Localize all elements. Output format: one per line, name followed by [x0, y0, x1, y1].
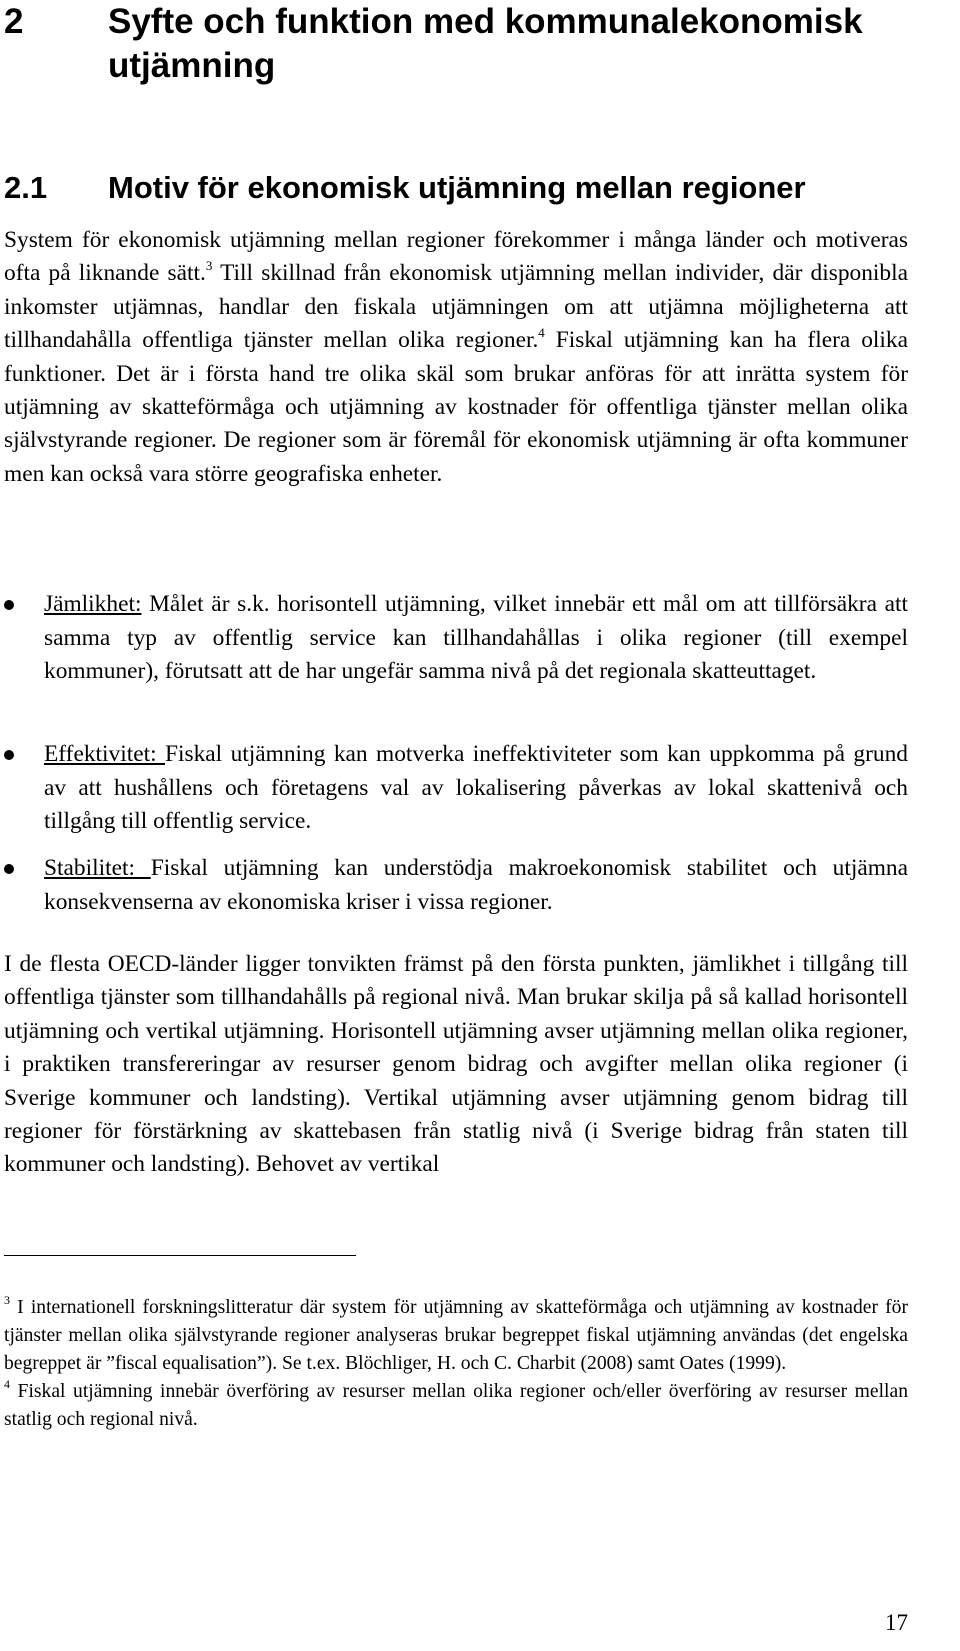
- footnote-number: 4: [4, 1377, 10, 1391]
- paragraph-oecd: I de flesta OECD-länder ligger tonvikten främst på den första punkten, jämlikhet i tillgång till offentliga tjänster som tillhandahålls på regional nivå. Man brukar skilja på så kallad horisontell utjämning och vertikal utjämning. Horisontell utjämning avser utjämning mellan olika regioner, i praktiken transfereringar av resurser genom bidrag och avgifter mellan olika regioner (i Sverige kommuner och landsting). Vertikal utjämning avser utjämning genom bidrag till regioner för förstärkning av skattebasen från statlig nivå (i Sverige bidrag från staten till kommuner och landsting). Behovet av vertikal: [4, 951, 908, 1178]
- footnote-text: I internationell forskningslitteratur där system för utjämning av skatteförmåga och utjämning av kostnader för tjänster mellan olika självstyrande regioner analyseras brukar begreppet fiskal utjämning användas (det engelska begreppet är ”fiscal equalisation”). Se t.ex. Blöchliger, H. och C. Charbit (2008) samt Oates (1999).: [4, 1297, 908, 1374]
- chapter-number: 2: [4, 2, 24, 41]
- section-number: 2.1: [4, 170, 48, 205]
- bullet-term: Effektivitet:: [44, 741, 165, 767]
- bullet-text: Målet är s.k. horisontell utjämning, vilket innebär ett mål om att tillförsäkra att samma typ av offentlig service kan tillhandahållas i olika regioner (till exempel kommuner), förutsatt att de har ungefär samma nivå på det regionala skatteuttaget.: [44, 591, 908, 685]
- bullet-term: Jämlikhet:: [44, 591, 142, 617]
- chapter-title: Syfte och funktion med kommunalekonomisk utjämning: [108, 2, 863, 85]
- paragraph-intro-part1: System för ekonomisk utjämning mellan regioner förekommer i många länder och motiveras ofta på liknande sätt.: [4, 227, 908, 287]
- paragraph-intro-part2: Till skillnad från ekonomisk utjämning mellan individer, där disponibla inkomster utjämnas, handlar den fiskala utjämningen om att utjämna möjligheterna att tillhandahålla offentliga tjänster mellan olika regioner.: [4, 260, 909, 354]
- footnote-text: Fiskal utjämning innebär överföring av resurser mellan olika regioner och/eller överföring av resurser mellan statlig och regional nivå.: [4, 1381, 908, 1430]
- footnote-ref-3[interactable]: 3: [205, 258, 213, 274]
- footnote-ref-4[interactable]: 4: [538, 325, 545, 341]
- footnote-4: [4, 1378, 908, 1434]
- paragraph-intro: [4, 224, 908, 491]
- paragraph-intro-part3: Fiskal utjämning kan ha flera olika funktioner. Det är i första hand tre olika skäl som brukar anföras för att inrätta system för utjämning av skatteförmåga och utjämning av kostnader för offentliga tjänster mellan olika självstyrande regioner. De regioner som är föremål för ekonomisk utjämning är ofta kommuner men kan också vara större geografiska enheter.: [4, 327, 908, 487]
- footnote-separator: [4, 1255, 356, 1256]
- bullet-text: Fiskal utjämning kan motverka ineffektiviteter som kan uppkomma på grund av att hushållens och företagens val av lokalisering påverkas av lokal skattenivå och tillgång till offentlig service.: [44, 741, 908, 835]
- bullet-icon: [4, 864, 14, 874]
- page-number: 17: [885, 1610, 908, 1635]
- footnotes: [4, 1294, 908, 1434]
- bullet-term: Stabilitet:: [44, 855, 151, 881]
- bullet-icon: [4, 600, 14, 610]
- section-title: Motiv för ekonomisk utjämning mellan regioner: [108, 170, 806, 205]
- footnote-3: [4, 1294, 908, 1378]
- bullet-text: Fiskal utjämning kan understödja makroekonomisk stabilitet och utjämna konsekvenserna av ekonomiska kriser i vissa regioner.: [44, 855, 908, 915]
- footnote-number: 3: [4, 1293, 10, 1307]
- bullet-icon: [4, 750, 14, 760]
